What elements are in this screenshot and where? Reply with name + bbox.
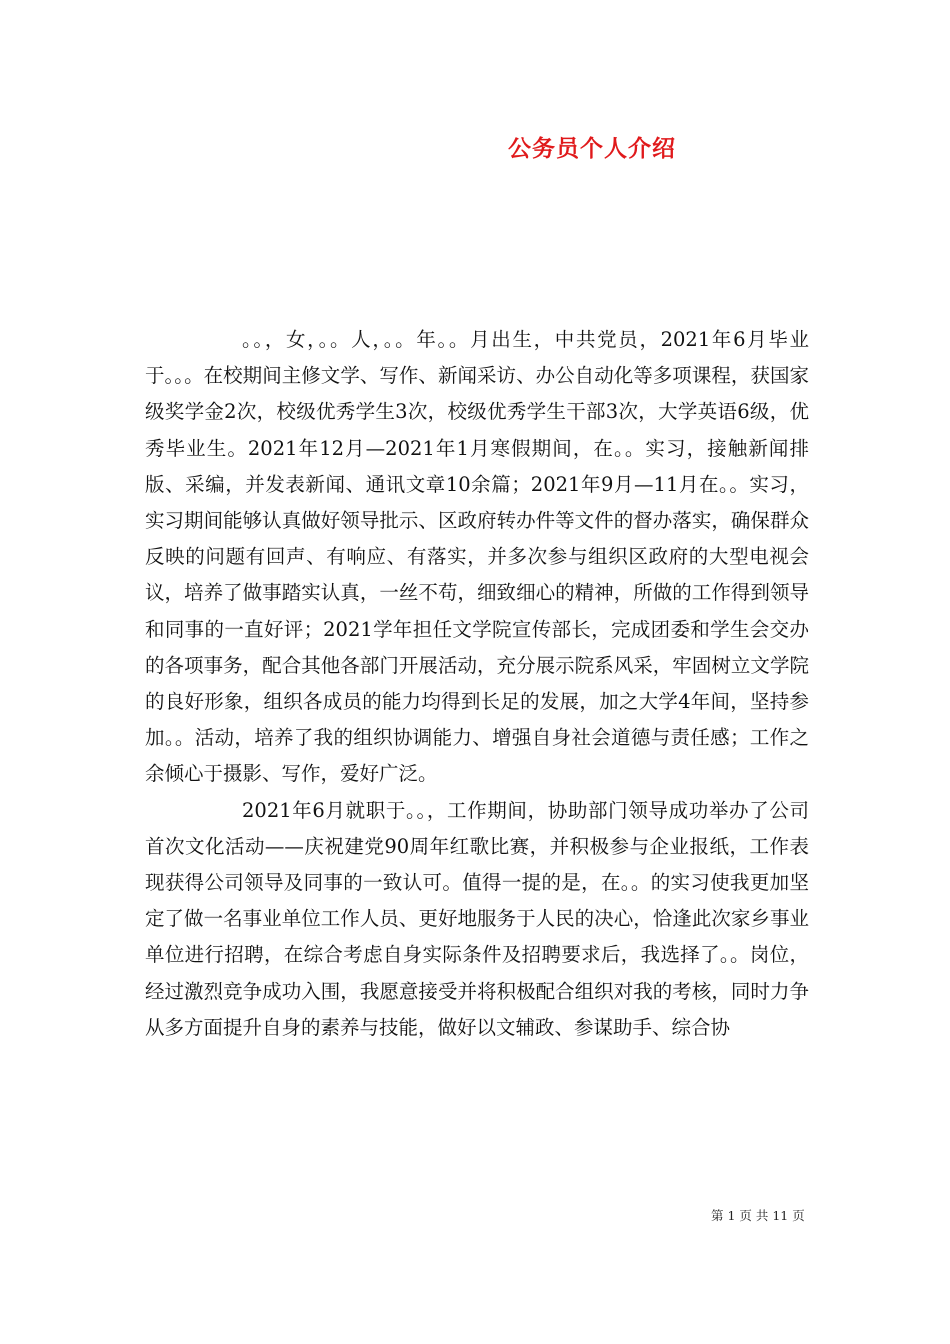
document-body [145,322,809,1046]
paragraph-2: 2021年6月就职于。。，工作期间，协助部门领导成功举办了公司首次文化活动——庆祝建党90周年红歌比赛，并积极参与企业报纸，工作表现获得公司领导及同事的一致认可。值得一提的是，在。。的实习使我更加坚定了做一名事业单位工作人员、更好地服务于人民的决心，恰逢此次家乡事业单位进行招聘，在综合考虑自身实际条件及招聘要求后，我选择了。。岗位，经过激烈竞争成功入围，我愿意接受并将积极配合组织对我的考核，同时力争从多方面提升自身的素养与技能，做好以文辅政、参谋助手、综合协 [145,798,809,1039]
paragraph-1: 。。，女，。。人，。。年。。月出生，中共党员，2021年6月毕业于。。。在校期间主修文学、写作、新闻采访、办公自动化等多项课程，获国家级奖学金2次，校级优秀学生3次，校级优秀学生干部3次，大学英语6级，优秀毕业生。2021年12月—2021年1月寒假期间，在。。实习，接触新闻排版、采编，并发表新闻、通讯文章10余篇；2021年9月—11月在。。实习，实习期间能够认真做好领导批示、区政府转办件等文件的督办落实，确保群众反映的问题有回声、有响应、有落实，并多次参与组织区政府的大型电视会议，培养了做事踏实认真，一丝不苟，细致细心的精神，所做的工作得到领导和同事的一直好评；2021学年担任文学院宣传部长，完成团委和学生会交办的各项事务，配合其他各部门开展活动，充分展示院系风采，牢固树立文学院的良好形象，组织各成员的能力均得到长足的发展，加之大学4年间，坚持参加。。活动，培养了我的组织协调能力、增强自身社会道德与责任感；工作之余倾心于摄影、写作，爱好广泛。 [145,328,809,786]
document-title: 公务员个人介绍 [508,135,676,162]
page-number-footer: 第 1 页 共 11 页 [711,1208,805,1223]
